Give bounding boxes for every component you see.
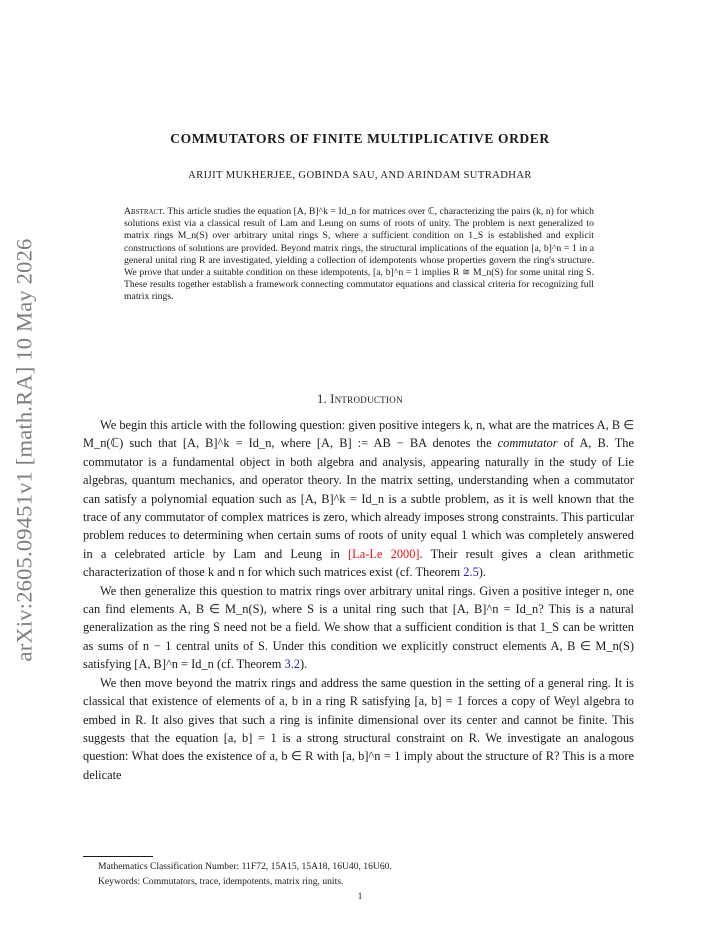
footnotes	[98, 860, 638, 889]
page-number: 1	[357, 891, 363, 902]
keywords-footnote: Keywords: Commutators, trace, idempotents, matrix ring, units.	[98, 875, 344, 887]
abstract	[124, 206, 594, 304]
paragraph: We begin this article with the following question: given positive integers k, n, what are the matrices A, B ∈ M_n(ℂ) such that [A, B]^k = Id_n, where [A, B] := AB − BA denotes the commutator of A, B. The commutator is a fundamental object in both algebra and analysis, appearing naturally in the study of Lie algebras, quantum mechanics, and operator theory. In the matrix setting, understanding when a commutator can satisfy a polynomial equation such as [A, B]^k = Id_n is a subtle problem, as it is well known that the trace of any commutator of complex matrices is zero, which already imposes strong constraints. This particular problem reduces to determining when certain sums of roots of unity equal 1 which was completely answered in a celebrated article by Lam and Leung in [La-Le 2000]. Their result gives a clean arithmetic characterization of those k and n for which such matrices exist (cf. Theorem 2.5).	[83, 418, 634, 580]
footnote-rule	[83, 856, 153, 857]
section-title: Introduction	[330, 392, 403, 406]
msc-footnote: Mathematics Classification Number: 11F72, 15A15, 15A18, 16U40, 16U60.	[98, 861, 392, 872]
paper-title: COMMUTATORS OF FINITE MULTIPLICATIVE ORDER	[170, 131, 550, 146]
citation-link[interactable]: [La-Le 2000]	[348, 546, 420, 561]
emphasized-term: commutator	[497, 436, 558, 451]
arxiv-watermark-text: arXiv:2605.09451v1 [math.RA] 10 May 2026	[11, 238, 36, 662]
theorem-link[interactable]: 2.5	[463, 565, 479, 580]
theorem-link[interactable]: 3.2	[284, 657, 300, 672]
body-text	[83, 416, 634, 784]
paragraph: We then move beyond the matrix rings and address the same question in the setting of a general ring. It is classical that existence of elements of a, b in a ring R satisfying [a, b] = 1 forces a copy of Weyl algebra to embed in R. It also gives that such a ring is infinite dimensional over its center and cannot be finite. This suggests that the equation [a, b] = 1 is a strong structural constraint on R. We investigate an analogous question: What does the existence of a, b ∈ R with [a, b]^n = 1 imply about the structure of R? This is a more delicate	[83, 675, 634, 782]
paper-authors: ARIJIT MUKHERJEE, GOBINDA SAU, AND ARINDAM SUTRADHAR	[188, 170, 532, 181]
arxiv-watermark	[6, 240, 42, 660]
paragraph: We then generalize this question to matrix rings over arbitrary unital rings. Given a positive integer n, one can find elements A, B ∈ M_n(S), where S is a unital ring such that [A, B]^n = Id_n? This is a natural generalization as the ring S need not be a field. We show that a sufficient condition is that 1_S can be written as sums of n − 1 central units of S. Under this condition we explicitly construct elements A, B ∈ M_n(S) satisfying [A, B]^n = Id_n (cf. Theorem 3.2).	[83, 583, 634, 672]
section-number: 1.	[317, 392, 327, 406]
abstract-text: This article studies the equation [A, B]^k = Id_n for matrices over ℂ, characterizing the pairs (k, n) for which solutions exist via a classical result of Lam and Leung on sums of roots of unity. The problem is next generalized to matrix rings M_n(S) over arbitrary unital rings S, where a sufficient condition on 1_S is established and explicit constructions of solutions are provided. Beyond matrix rings, the structural implications of the equation [a, b]^n = 1 in a general unital ring R are investigated, yielding a collection of idempotents whose properties govern the ring's structure. We prove that under a suitable condition on these idempotents, [a, b]^n = 1 implies R ≅ M_n(S) for some unital ring S. These results together establish a framework connecting commutator equations and classical criteria for recognizing full matrix rings.	[124, 206, 595, 303]
abstract-heading: Abstract.	[124, 206, 165, 217]
section-heading	[0, 392, 720, 407]
